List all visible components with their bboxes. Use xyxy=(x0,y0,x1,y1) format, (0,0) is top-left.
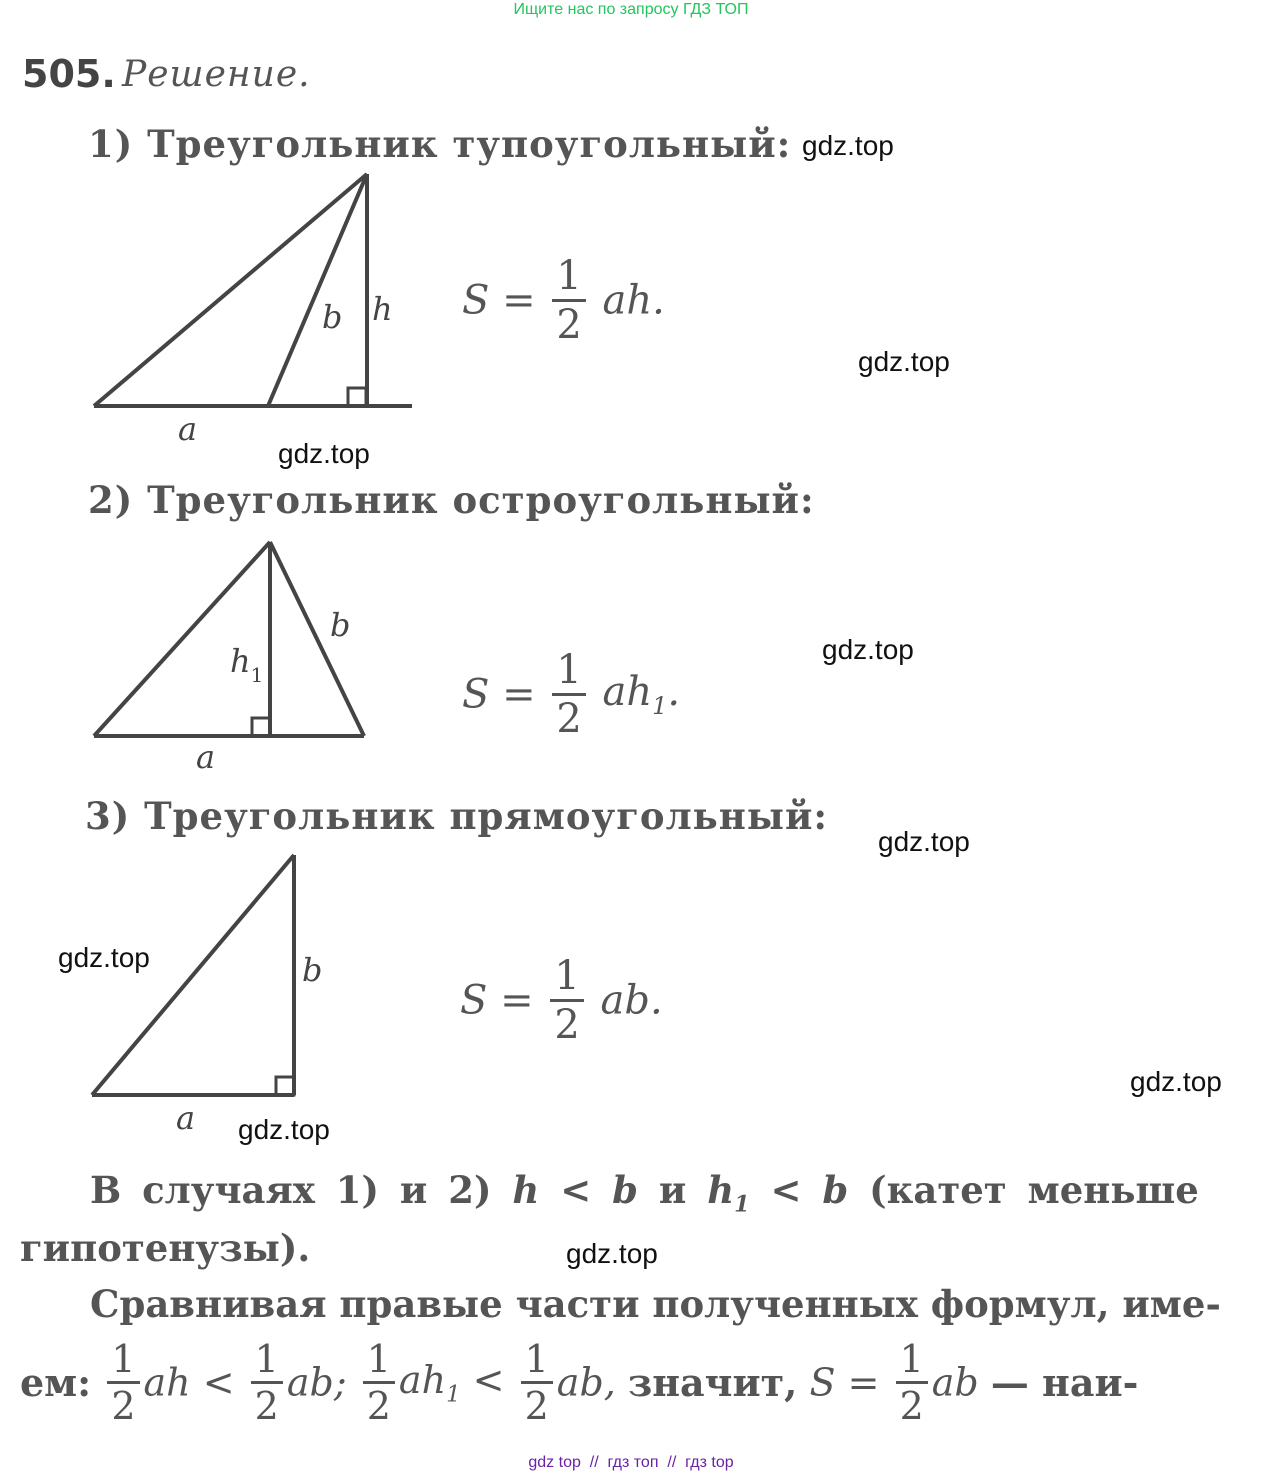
right-angle-mark xyxy=(276,1077,294,1095)
acute-triangle-figure xyxy=(80,530,380,780)
obtuse-side-b xyxy=(268,174,367,406)
label-a: a xyxy=(196,738,216,776)
watermark: gdz.top xyxy=(1130,1066,1222,1097)
right-hypotenuse xyxy=(92,855,294,1095)
label-b: b xyxy=(302,951,323,989)
problem-number: 505. xyxy=(22,52,116,96)
obtuse-left-side xyxy=(94,174,367,406)
label-b: b xyxy=(330,606,351,644)
paragraph-2-line-2: ем: $\frac{1}{2}$ ah < $\frac{1}{2}$ ab; $\frac{1}{2}$ $ah_1$ < $\frac{1}{2}$ ab, значит, S = $\frac{1}{2}$ ab — наи- xyxy=(20,1337,1139,1428)
label-h1: $h_1$ xyxy=(230,642,264,687)
right-angle-mark xyxy=(252,718,270,736)
right-angle-mark xyxy=(348,388,366,406)
paragraph-1-line-2: гипотенузы). xyxy=(20,1226,311,1270)
top-banner[interactable]: Ищите нас по запросу ГДЗ ТОП xyxy=(513,1,749,18)
right-triangle-figure xyxy=(80,845,340,1145)
obtuse-triangle-figure xyxy=(80,160,430,450)
case-1-heading: 1) Треугольник тупоугольный: xyxy=(88,122,792,166)
label-a: a xyxy=(176,1099,196,1137)
footer-links[interactable]: gdz top // гдз топ // гдз top xyxy=(528,1454,734,1471)
solution-label: Решение. xyxy=(122,54,311,95)
watermark: gdz.top xyxy=(238,1114,330,1145)
watermark: gdz.top xyxy=(278,438,370,469)
case-3-formula: S = $\frac{1}{2}$ ab. xyxy=(460,953,663,1048)
label-a: a xyxy=(178,410,198,448)
case-1-formula: S = $\frac{1}{2}$ ah. xyxy=(462,253,665,348)
case-2-heading: 2) Треугольник остроугольный: xyxy=(88,478,815,522)
paragraph-1-line-1: В случаях 1) и 2) h < b и $h_1 < b$ (катет меньше xyxy=(90,1168,1199,1218)
paragraph-2-line-1: Сравнивая правые части полученных формул, име- xyxy=(90,1282,1221,1326)
label-b: b xyxy=(322,298,343,336)
acute-left-side xyxy=(94,542,270,736)
watermark: gdz.top xyxy=(58,942,150,973)
watermark: gdz.top xyxy=(802,130,894,161)
watermark: gdz.top xyxy=(822,634,914,665)
case-2-formula: S = $\frac{1}{2}$ $ah_1$. xyxy=(462,647,681,742)
watermark: gdz.top xyxy=(566,1238,658,1269)
watermark: gdz.top xyxy=(878,826,970,857)
case-3-heading: 3) Треугольник прямоугольный: xyxy=(85,794,829,838)
watermark: gdz.top xyxy=(858,346,950,377)
label-h: h xyxy=(372,290,393,328)
